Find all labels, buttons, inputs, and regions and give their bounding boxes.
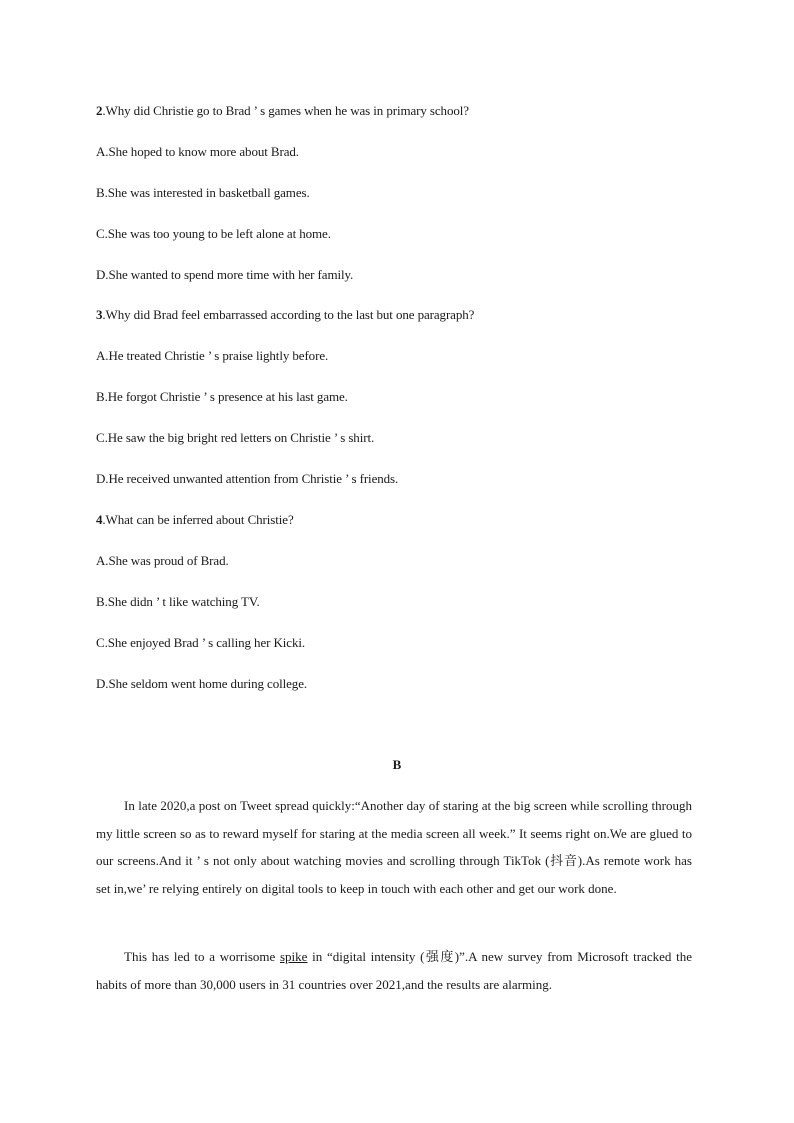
q4-option-b: B.She didn ’ t like watching TV. [96,594,260,609]
question-text: .Why did Brad feel embarrassed according to the last but one paragraph? [102,307,475,322]
question-3 [96,307,474,323]
paragraph-1: In late 2020,a post on Tweet spread quickly:“Another day of staring at the big screen while scrolling through my little screen so as to reward myself for staring at the media screen all week.” It seems right on.We are glued to our screens.And it ’ s not only about watching movies and scrolling through TikTok (抖音).As remote work has set in,we’ re relying entirely on digital tools to keep in touch with each other and get our work done. [96,798,692,896]
q3-option-d: D.He received unwanted attention from Christie ’ s friends. [96,471,399,486]
question-4 [96,512,294,528]
q2-option-c: C.She was too young to be left alone at home. [96,226,331,241]
q4-option-a: A.She was proud of Brad. [96,553,229,568]
paragraph-2-text: in “digital intensity (强度)”.A new survey from Microsoft tracked the habits of more than 30,000 users in 31 countries over 2021,and the results are alarming. [96,949,692,992]
question-text: .Why did Christie go to Brad ’ s games when he was in primary school? [102,103,469,118]
q3-option-b: B.He forgot Christie ’ s presence at his last game. [96,389,348,404]
q2-option-d: D.She wanted to spend more time with her family. [96,267,354,282]
question-number: 4 [96,512,103,527]
q2-option-a: A.She hoped to know more about Brad. [96,144,299,159]
question-number: 3 [96,307,103,322]
underlined-word: spike [280,949,308,964]
section-heading: B [392,757,402,772]
question-2 [96,103,469,119]
q4-option-d: D.She seldom went home during college. [96,676,308,691]
q3-option-c: C.He saw the big bright red letters on Christie ’ s shirt. [96,430,375,445]
question-number: 2 [96,103,103,118]
q2-option-b: B.She was interested in basketball games. [96,185,310,200]
q3-option-a: A.He treated Christie ’ s praise lightly before. [96,348,329,363]
question-text: .What can be inferred about Christie? [102,512,294,527]
q4-option-c: C.She enjoyed Brad ’ s calling her Kicki. [96,635,306,650]
paragraph-2-text: This has led to a worrisome [124,949,280,964]
paragraph-2 [96,943,692,998]
